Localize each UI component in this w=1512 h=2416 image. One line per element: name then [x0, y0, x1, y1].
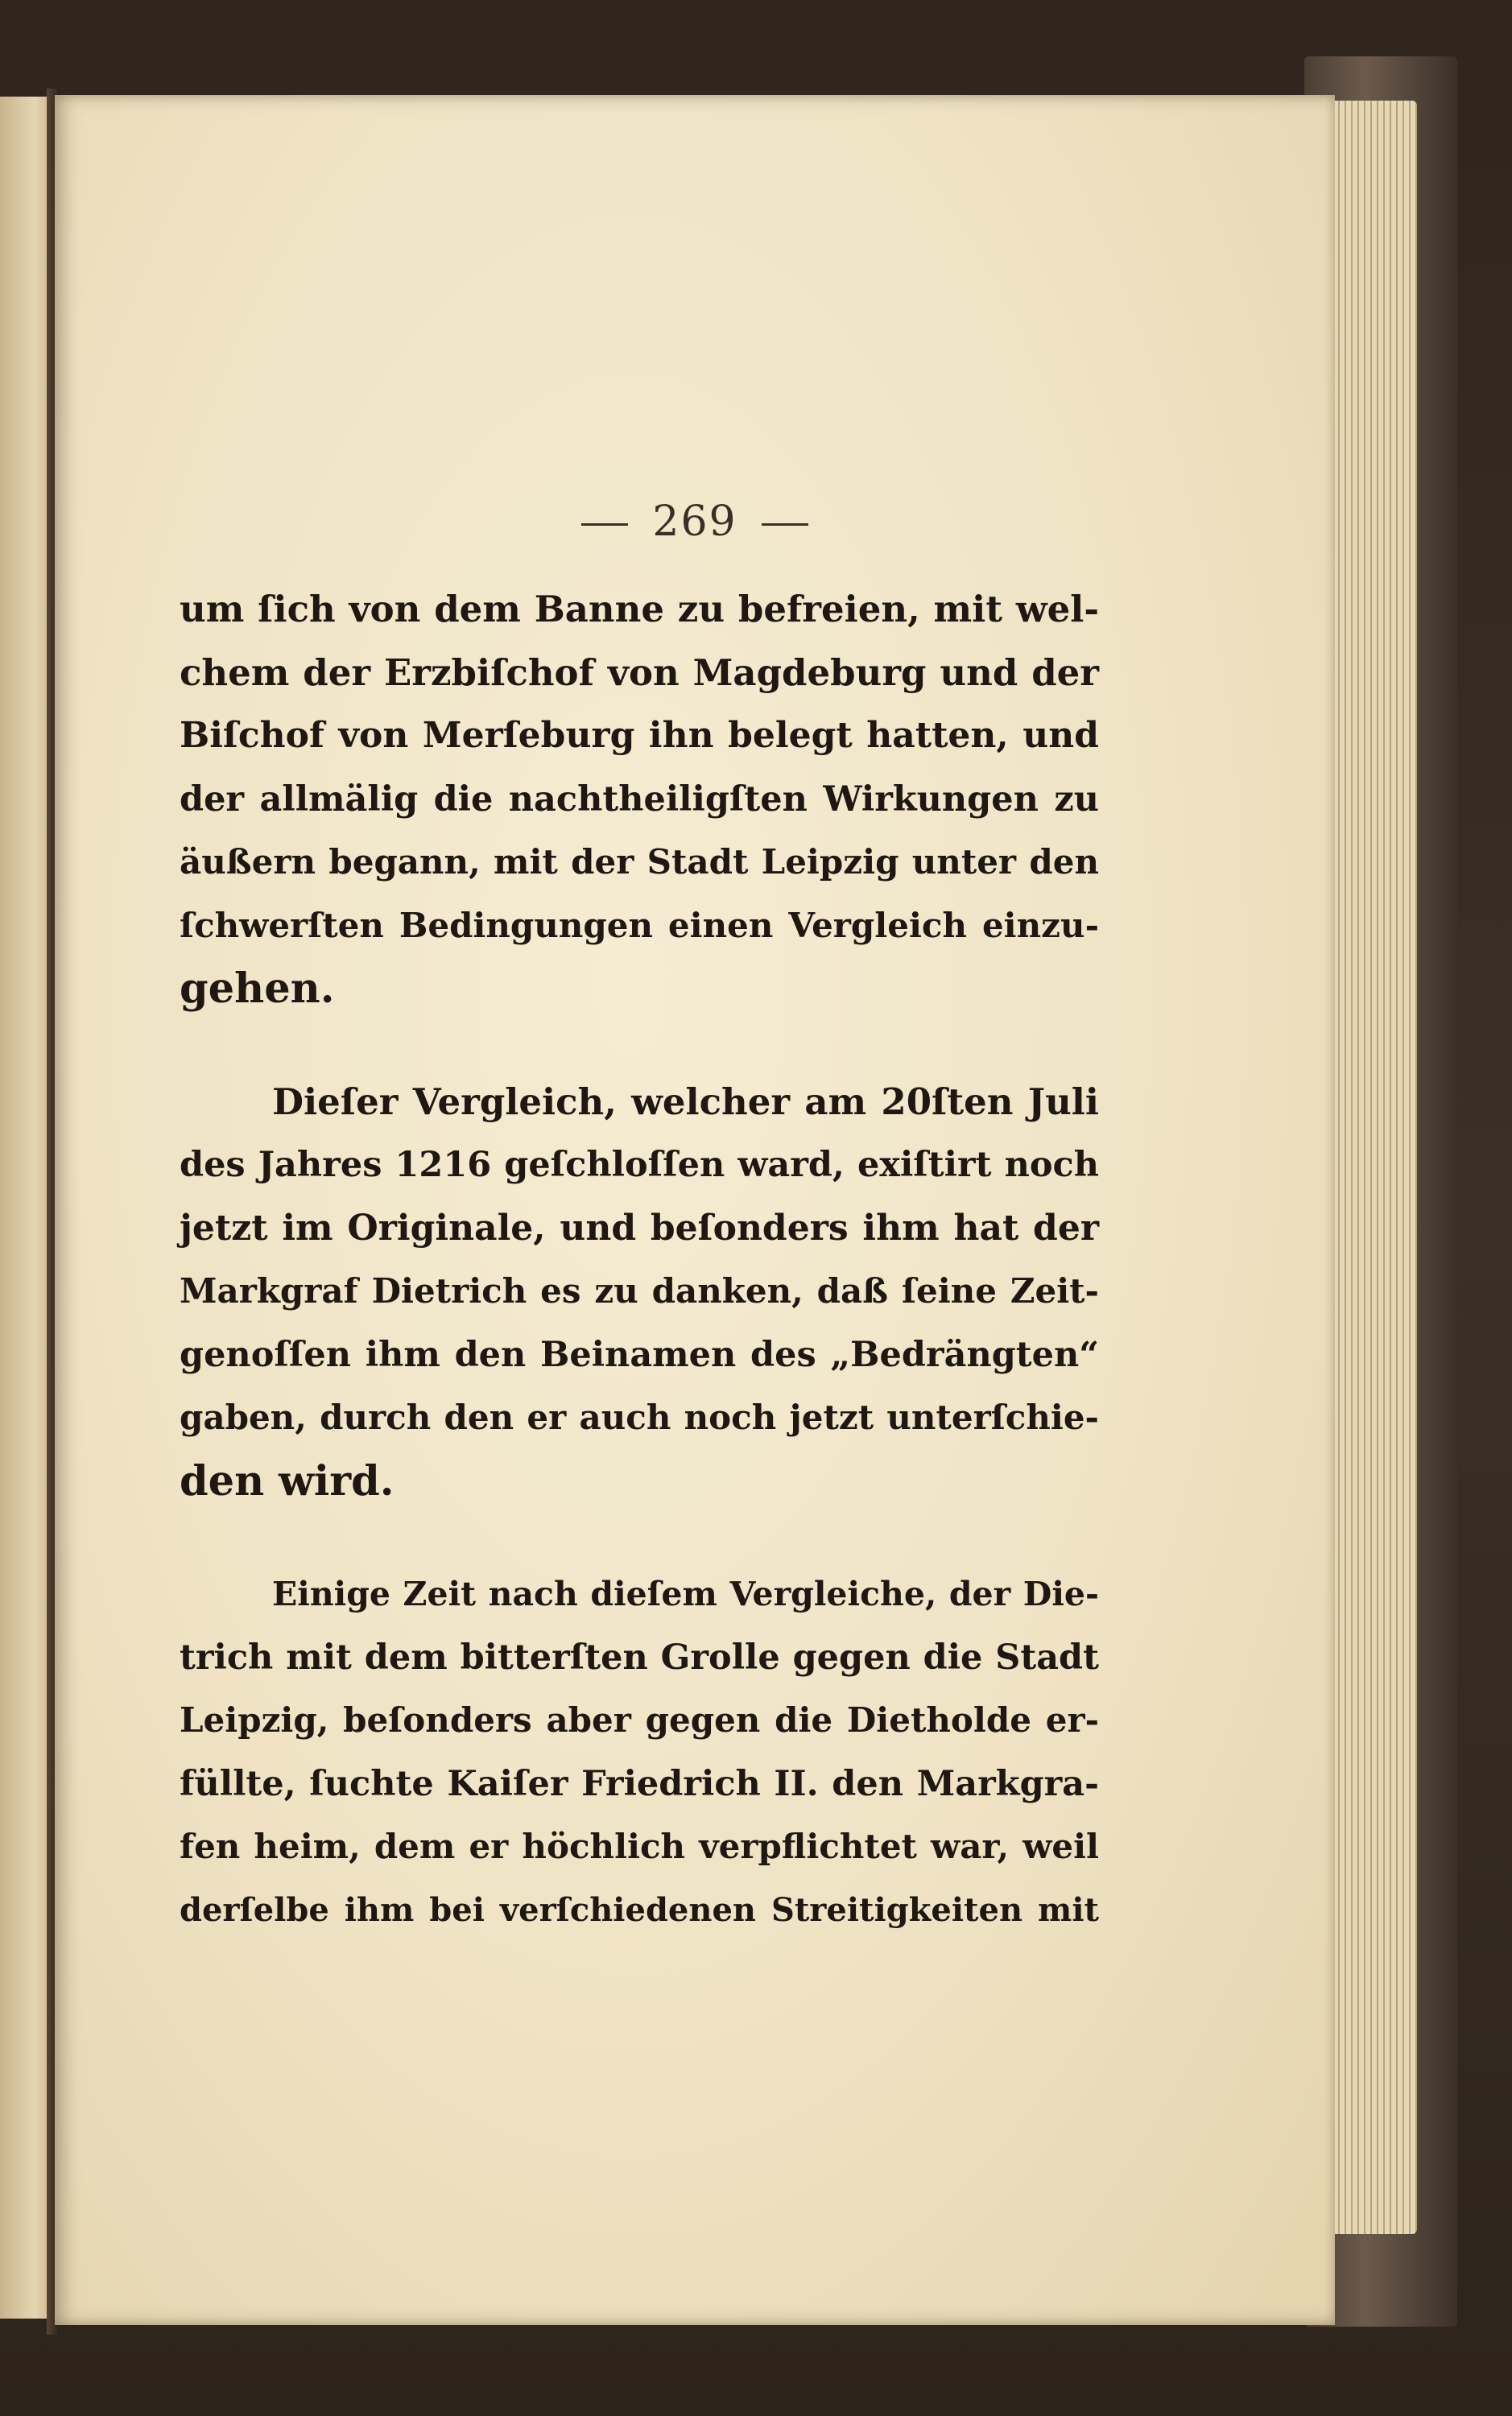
page-number: 269: [652, 498, 737, 546]
paragraph-1: [180, 578, 1099, 1021]
text-line: des Jahres 1216 geſchloſſen ward, exiſtirt noch: [180, 1145, 1099, 1185]
text-line: trich mit dem bitterſten Grolle gegen die Stadt: [180, 1637, 1099, 1678]
header-dash-right: [762, 523, 808, 526]
text-line: Einige Zeit nach dieſem Vergleiche, der Die-: [272, 1575, 1099, 1613]
text-line: fen heim, dem er höchlich verpflichtet war, weil: [180, 1827, 1099, 1866]
book-page: [55, 95, 1335, 2325]
paragraph-3: [180, 1563, 1099, 1942]
page-header: [55, 498, 1335, 546]
text-line: der allmälig die nachtheiligſten Wirkungen zu: [180, 778, 1099, 820]
text-line: den wird.: [180, 1456, 395, 1505]
paragraph-2: [180, 1071, 1099, 1514]
body-text: [180, 578, 1099, 1992]
text-line: Biſchof von Merſeburg ihn belegt hatten, und: [180, 715, 1099, 756]
page-block-edges: [1320, 101, 1417, 2234]
text-line: gehen.: [180, 964, 335, 1013]
text-line: Markgraf Dietrich es zu danken, daß ſeine Zeit-: [180, 1271, 1099, 1311]
text-line: genoſſen ihm den Beinamen des „Bedrängten“: [180, 1334, 1099, 1375]
previous-page-edge: [0, 97, 50, 2319]
text-line: äußern begann, mit der Stadt Leipzig unter den: [180, 842, 1099, 882]
text-line: Dieſer Vergleich, welcher am 20ſten Juli: [272, 1080, 1099, 1123]
text-line: um ſich von dem Banne zu befreien, mit wel-: [180, 588, 1099, 630]
text-line: ſchwerſten Bedingungen einen Vergleich einzu-: [180, 905, 1099, 945]
text-line: chem der Erzbiſchof von Magdeburg und der: [180, 650, 1099, 694]
text-line: Leipzig, beſonders aber gegen die Dietholde er-: [180, 1700, 1099, 1740]
text-line: derſelbe ihm bei verſchiedenen Streitigkeiten mit: [180, 1890, 1099, 1929]
text-line: füllte, ſuchte Kaiſer Friedrich II. den Markgra-: [180, 1763, 1099, 1804]
text-line: gaben, durch den er auch noch jetzt unterſchie-: [180, 1398, 1099, 1437]
text-line: jetzt im Originale, und beſonders ihm hat der: [180, 1207, 1099, 1249]
header-dash-left: [581, 523, 628, 526]
